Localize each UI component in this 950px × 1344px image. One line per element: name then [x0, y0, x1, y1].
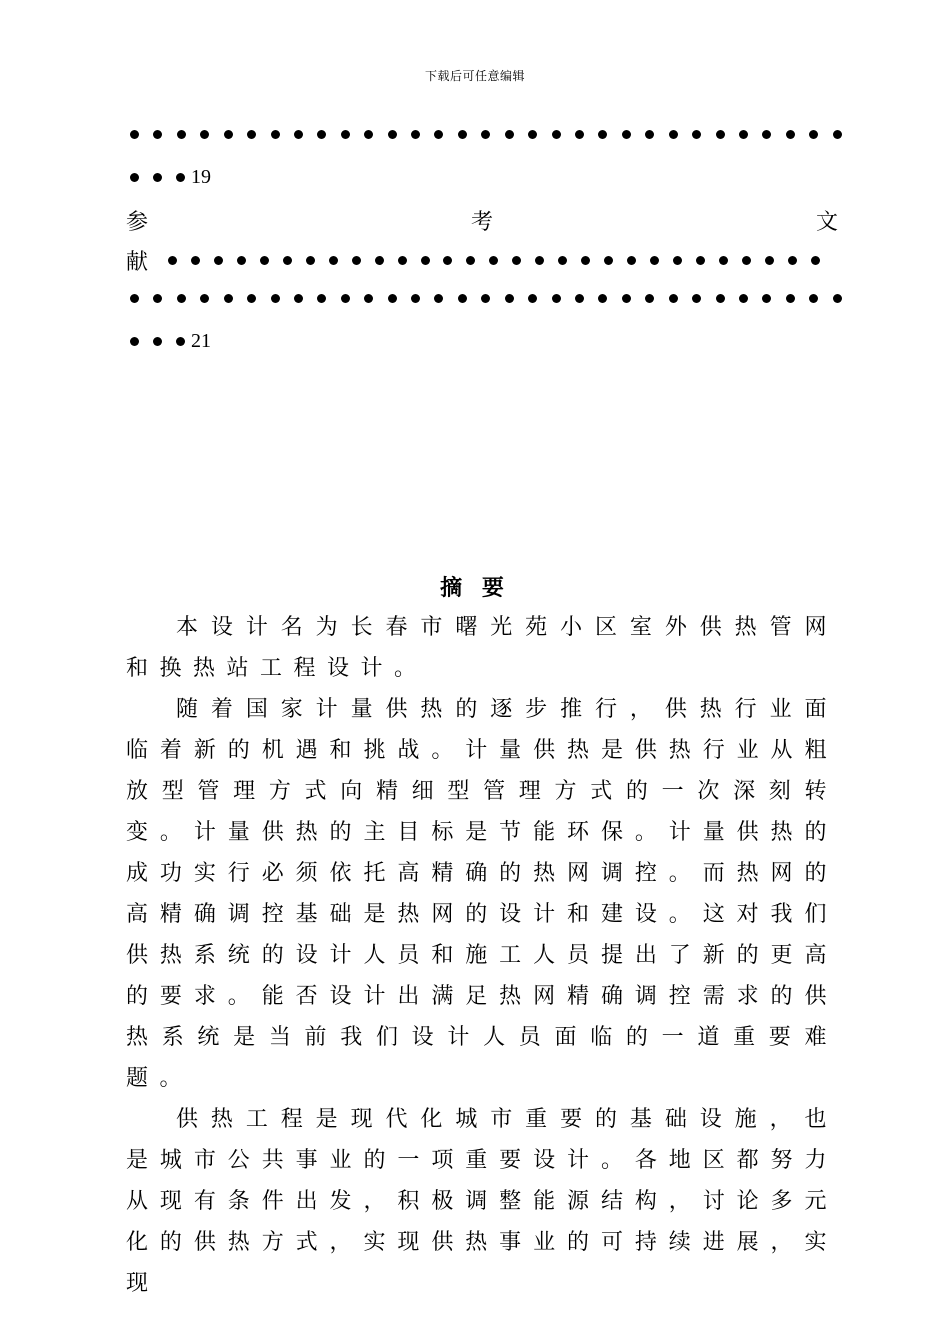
leader-dot — [130, 294, 139, 303]
toc-entry-references-line2 — [126, 245, 820, 276]
leader-dot — [505, 294, 514, 303]
leader-dot — [627, 256, 636, 265]
leader-dot — [247, 294, 256, 303]
leader-dot — [598, 294, 607, 303]
toc-page-number: 19 — [191, 165, 211, 188]
toc-entry-references — [126, 205, 838, 236]
leader-dot — [130, 337, 139, 346]
leader-dot — [622, 294, 631, 303]
leader-dot — [168, 256, 177, 265]
leader-dot — [696, 256, 705, 265]
leader-dot — [177, 294, 186, 303]
leader-dot — [512, 256, 521, 265]
leader-dot — [294, 130, 303, 139]
toc-leader-dots — [168, 256, 820, 265]
leader-dot — [237, 256, 246, 265]
leader-dot — [650, 256, 659, 265]
toc-title-char: 考 — [470, 210, 493, 235]
toc-title-char: 文 — [815, 210, 838, 235]
leader-dot — [294, 294, 303, 303]
leader-dot — [352, 256, 361, 265]
toc-entry-end — [130, 331, 211, 351]
leader-dot — [505, 130, 514, 139]
abstract-paragraph: 随着国家计量供热的逐步推行，供热行业面临着新的机遇和挑战。计量供热是供热行业从粗放型管理方式向精细型管理方式的一次深刻转变。计量供热的主目标是节能环保。计量供热的成功实行必须依托高精确的热网调控。而热网的高精确调控基础是热网的设计和建设。这对我们供热系统的设计人员和施工人员提出了新的更高的要求。能否设计出满足热网精确调控需求的供热系统是当前我们设计人员面临的一道重要难题。 — [126, 697, 838, 1091]
leader-dot — [786, 294, 795, 303]
leader-dot — [622, 130, 631, 139]
leader-dot — [247, 130, 256, 139]
leader-dot — [130, 130, 139, 139]
leader-dot — [786, 130, 795, 139]
leader-dot — [466, 256, 475, 265]
leader-dot — [581, 256, 590, 265]
leader-dot — [558, 256, 567, 265]
leader-dot — [481, 130, 490, 139]
leader-dot — [809, 294, 818, 303]
leader-dot — [153, 130, 162, 139]
leader-dot — [398, 256, 407, 265]
leader-dot — [191, 256, 200, 265]
leader-dot — [762, 294, 771, 303]
leader-dot — [375, 256, 384, 265]
leader-dot — [271, 130, 280, 139]
leader-dot — [317, 294, 326, 303]
leader-dot — [645, 294, 654, 303]
leader-dot — [742, 256, 751, 265]
leader-dot — [528, 294, 537, 303]
leader-dot — [388, 130, 397, 139]
leader-dot — [809, 130, 818, 139]
leader-dot — [364, 294, 373, 303]
leader-dot — [388, 294, 397, 303]
leader-dot — [341, 294, 350, 303]
leader-dot — [364, 130, 373, 139]
leader-dot — [669, 294, 678, 303]
leader-dot — [481, 294, 490, 303]
leader-dot — [811, 256, 820, 265]
leader-dot — [692, 130, 701, 139]
leader-dot — [673, 256, 682, 265]
leader-dot — [575, 294, 584, 303]
leader-dot — [739, 130, 748, 139]
toc-title-char: 献 — [126, 250, 149, 275]
leader-dot — [535, 256, 544, 265]
leader-dot — [130, 173, 139, 182]
leader-dot — [833, 294, 842, 303]
leader-dot — [669, 130, 678, 139]
leader-dot — [317, 130, 326, 139]
leader-dot — [739, 294, 748, 303]
leader-dot — [214, 256, 223, 265]
leader-dot — [434, 294, 443, 303]
abstract-body — [126, 607, 838, 1304]
leader-dot — [271, 294, 280, 303]
leader-dot — [283, 256, 292, 265]
leader-dot — [765, 256, 774, 265]
leader-dot — [552, 130, 561, 139]
leader-dot — [604, 256, 613, 265]
toc-page-number: 21 — [191, 329, 211, 352]
abstract-paragraph: 本设计名为长春市曙光苑小区室外供热管网和换热站工程设计。 — [126, 615, 838, 681]
abstract-paragraph: 供热工程是现代化城市重要的基础设施，也是城市公共事业的一项重要设计。各地区都努力从现有条件出发，积极调整能源结构，讨论多元化的供热方式，实现供热事业的可持续进展，实现 — [126, 1107, 838, 1296]
leader-dot — [598, 130, 607, 139]
leader-dot — [645, 130, 654, 139]
leader-dot — [153, 173, 162, 182]
leader-dot — [153, 294, 162, 303]
leader-dot — [260, 256, 269, 265]
leader-dot — [788, 256, 797, 265]
leader-dot — [153, 337, 162, 346]
leader-dot — [177, 130, 186, 139]
leader-dot — [329, 256, 338, 265]
leader-dot — [200, 294, 209, 303]
toc-title-char: 参 — [126, 210, 149, 235]
toc-leader-dots — [130, 288, 842, 308]
leader-dot — [443, 256, 452, 265]
leader-dot — [833, 130, 842, 139]
leader-dot — [458, 294, 467, 303]
leader-dot — [489, 256, 498, 265]
leader-dot — [458, 130, 467, 139]
abstract-title: 摘 要 — [440, 576, 510, 601]
leader-dot — [575, 130, 584, 139]
leader-dot — [762, 130, 771, 139]
toc-entry-end — [130, 167, 211, 187]
leader-dot — [341, 130, 350, 139]
leader-dot — [224, 294, 233, 303]
leader-dot — [692, 294, 701, 303]
leader-dot — [411, 294, 420, 303]
leader-dot — [306, 256, 315, 265]
leader-dot — [200, 130, 209, 139]
leader-dot — [176, 337, 185, 346]
leader-dot — [224, 130, 233, 139]
leader-dot — [434, 130, 443, 139]
leader-dot — [716, 294, 725, 303]
leader-dot — [176, 173, 185, 182]
leader-dot — [421, 256, 430, 265]
header-note: 下载后可任意编辑 — [424, 69, 525, 83]
leader-dot — [528, 130, 537, 139]
leader-dot — [719, 256, 728, 265]
toc-leader-dots — [130, 124, 842, 144]
leader-dot — [716, 130, 725, 139]
leader-dot — [411, 130, 420, 139]
leader-dot — [552, 294, 561, 303]
